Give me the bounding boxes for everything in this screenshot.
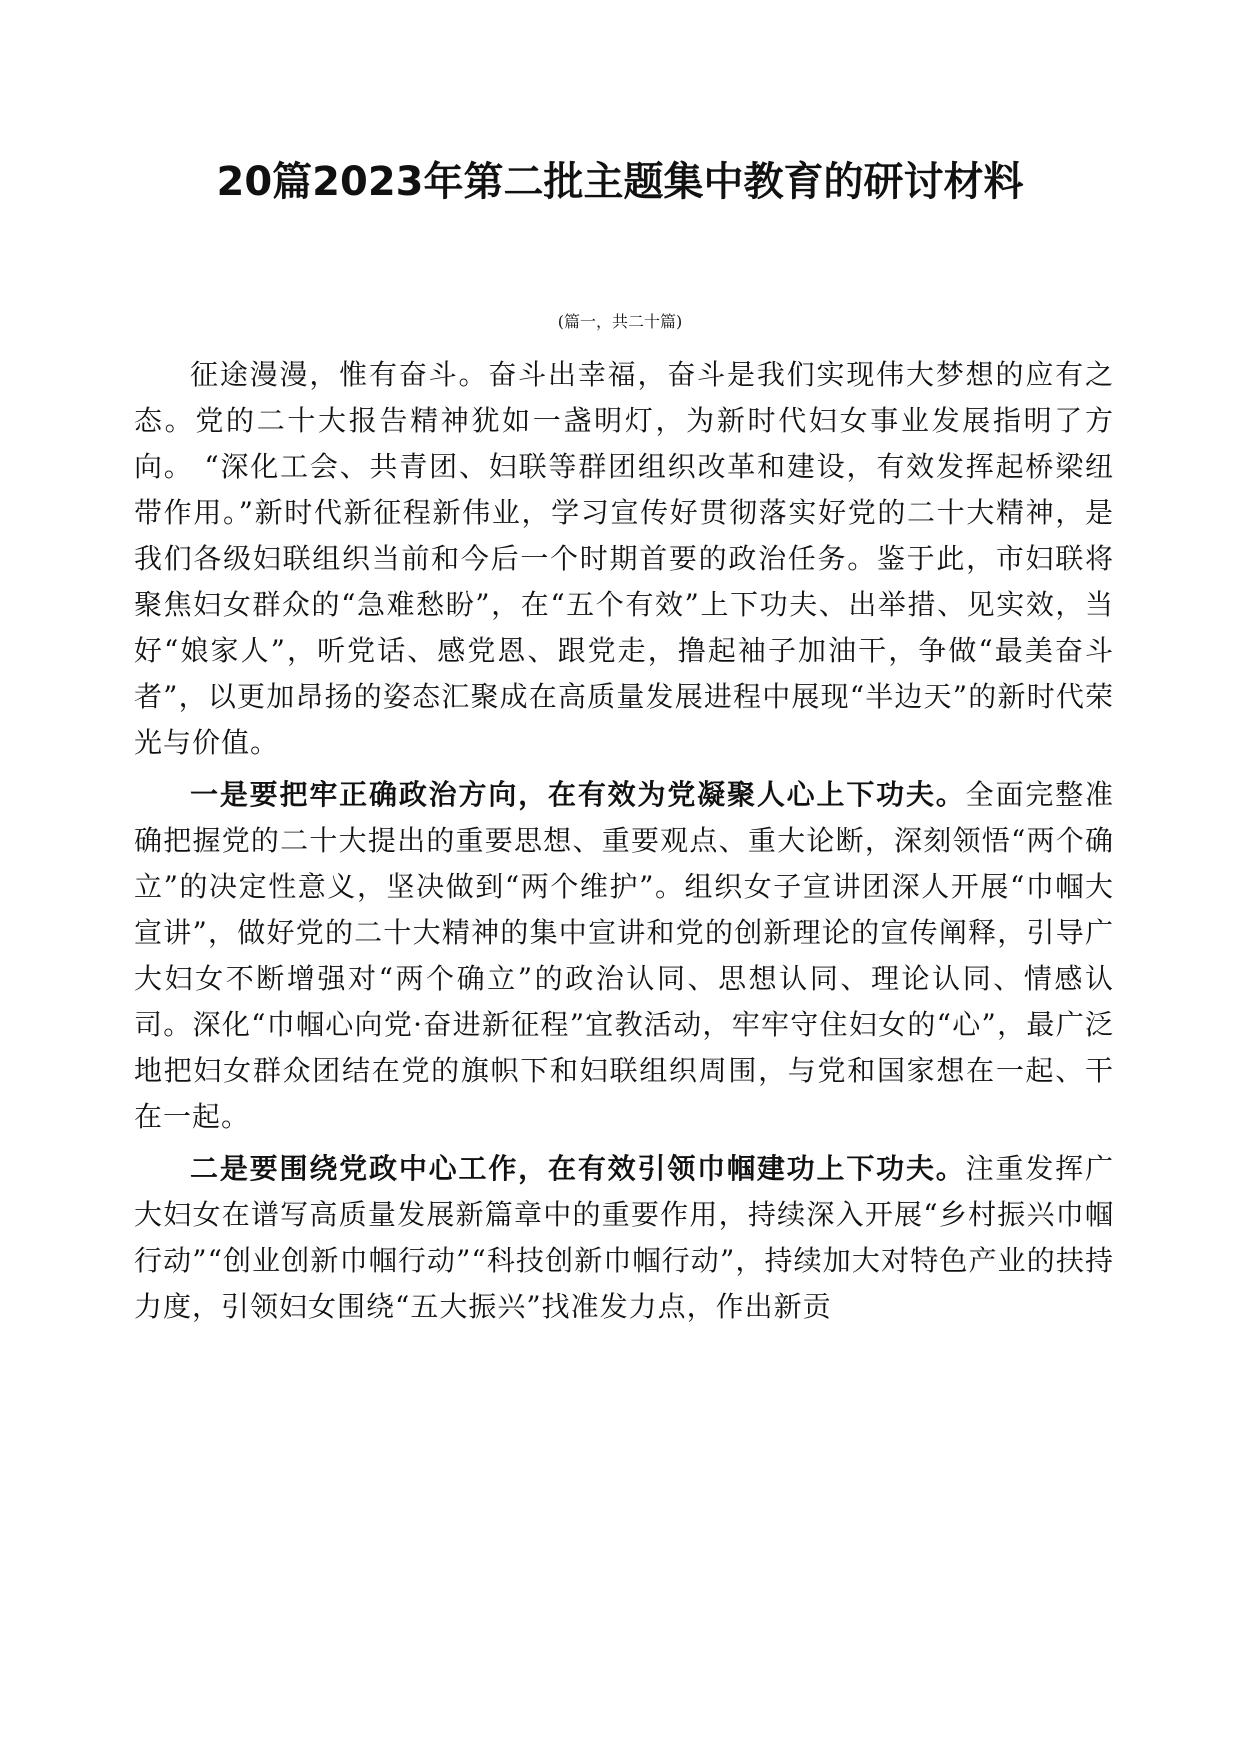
document-title: 20篇2023年第二批主题集中教育的研讨材料 (216, 159, 1024, 205)
paragraph-intro (134, 352, 1114, 766)
paragraph-lead: 二是要围绕党政中心工作，在有效引领巾帼建功上下功夫。 (190, 1152, 966, 1185)
paragraph-text: 全面完整准确把握党的二十大提出的重要思想、重要观点、重大论断，深刻领悟“两个确立”的决定性意义，坚决做到“两个维护”。组织女子宣讲团深人开展“巾帼大宣讲”，做好党的二十大精神的集中宣讲和党的创新理论的宣传阐释，引导广大妇女不断增强对“两个确立”的政治认同、思想认同、理论认同、情感认司。深化“巾帼心向党·奋进新征程”宜教活动，牢牢守住妇女的“心”，最广泛地把妇女群众团结在党的旗帜下和妇联组织周围，与党和国家想在一起、干在一起。 (134, 778, 1114, 1133)
document-subtitle: (篇一，共二十篇) (557, 312, 683, 331)
paragraph-lead: 一是要把牢正确政治方向，在有效为党凝聚人心上下功夫。 (190, 778, 966, 811)
paragraph-point-two (134, 1146, 1114, 1330)
document-body (134, 352, 1114, 1336)
paragraph-point-one (134, 772, 1114, 1140)
paragraph-text: 征途漫漫，惟有奋斗。奋斗出幸福，奋斗是我们实现伟大梦想的应有之态。党的二十大报告精神犹如一盏明灯，为新时代妇女事业发展指明了方向。 “深化工会、共青团、妇联等群团组织改革和建设，有效发挥起桥梁纽带作用。”新时代新征程新伟业，学习宣传好贯彻落实好党的二十大精神，是我们各级妇联组织当前和今后一个时期首要的政治任务。鉴于此，市妇联将聚焦妇女群众的“急难愁盼”，在“五个有效”上下功夫、出举措、见实效，当好“娘家人”，听党话、感党恩、跟党走，撸起袖子加油干，争做“最美奋斗者”，以更加昂扬的姿态汇聚成在高质量发展进程中展现“半边天”的新时代荣光与价值。 (134, 358, 1114, 759)
paragraph-text: 注重发挥广大妇女在谱写高质量发展新篇章中的重要作用，持续深入开展“乡村振兴巾帼行动”“创业创新巾帼行动”“科技创新巾帼行动”，持续加大对特色产业的扶持力度，引领妇女围绕“五大振兴”找准发力点，作出新贡 (134, 1152, 1114, 1323)
